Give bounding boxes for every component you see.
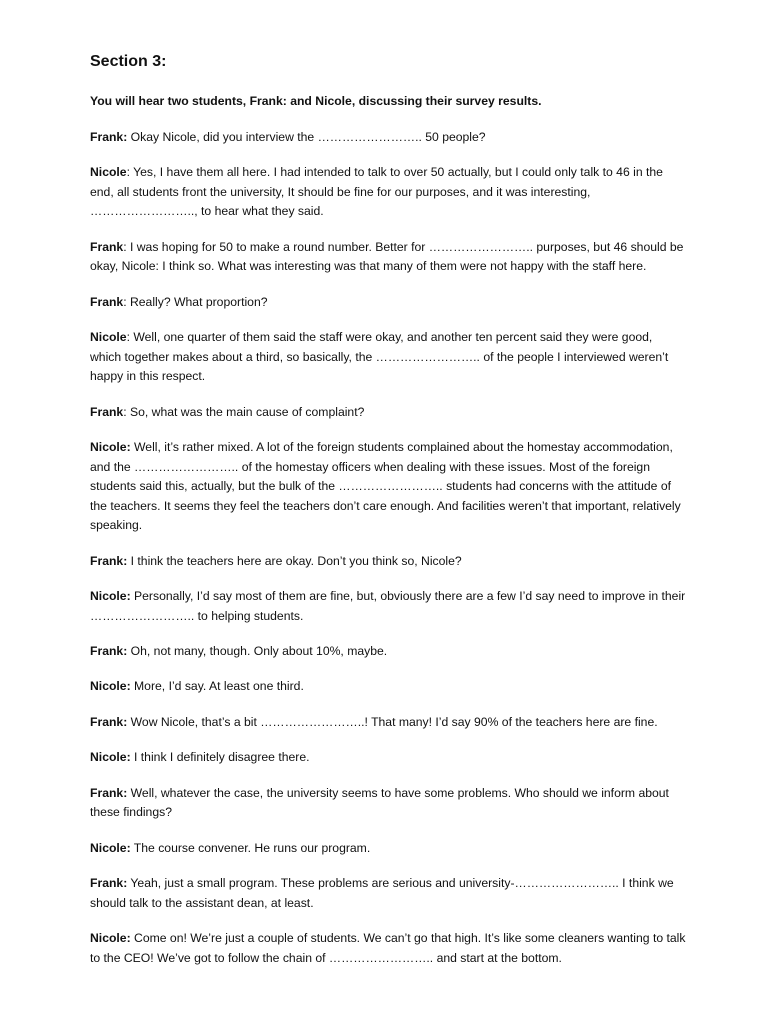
speaker-name: Frank xyxy=(90,239,124,254)
dialogue-turn xyxy=(90,238,686,277)
section-title: Section 3: xyxy=(90,53,167,70)
utterance-text: : I was hoping for 50 to make a round number. Better for …………………….. purposes, but 46 should be okay, Nicole: I think so. What was interesting was that many of them were not happy with the staff here. xyxy=(90,239,684,274)
dialogue-turn xyxy=(90,874,686,913)
dialogue-turn xyxy=(90,748,686,768)
dialogue-turn xyxy=(90,403,686,423)
speaker-name: Frank xyxy=(90,294,124,309)
dialogue-turn xyxy=(90,642,686,662)
utterance-text: Well, whatever the case, the university seems to have some problems. Who should we inform about these findings? xyxy=(90,785,669,820)
utterance-text: Come on! We’re just a couple of students. We can’t go that high. It’s like some cleaners wanting to talk to the CEO! We’ve got to follow the chain of …………………….. and start at the bottom. xyxy=(90,930,686,965)
speaker-name: Nicole: xyxy=(90,750,131,765)
utterance-text: Oh, not many, though. Only about 10%, maybe. xyxy=(127,644,388,659)
speaker-name: Nicole: xyxy=(90,930,131,945)
speaker-name: Nicole: xyxy=(90,840,131,855)
dialogue-turn xyxy=(90,438,686,536)
speaker-name: Frank: xyxy=(90,553,128,568)
dialogue-turn xyxy=(90,587,686,626)
speaker-name: Nicole xyxy=(90,164,127,179)
utterance-text: Okay Nicole, did you interview the …………………….. 50 people? xyxy=(127,129,486,144)
speaker-name: Frank: xyxy=(90,129,128,144)
utterance-text: I think I definitely disagree there. xyxy=(130,750,310,765)
dialogue-turn xyxy=(90,713,686,733)
dialogue-turn xyxy=(90,328,686,387)
utterance-text: Yeah, just a small program. These problems are serious and university-…………………….. I think we should talk to the assistant dean, at least. xyxy=(90,875,674,910)
speaker-name: Frank: xyxy=(90,875,128,890)
speaker-name: Frank: xyxy=(90,644,128,659)
utterance-text: : Yes, I have them all here. I had intended to talk to over 50 actually, but I could only talk to 46 in the end, all students front the university, It should be fine for our purposes, and it was interesting, …………………….., to hear what they said. xyxy=(90,164,663,219)
speaker-name: Nicole: xyxy=(90,589,131,604)
speaker-name: Nicole: xyxy=(90,679,131,694)
dialogue-turn xyxy=(90,293,686,313)
dialogue-turn xyxy=(90,929,686,968)
utterance-text: Personally, I’d say most of them are fine, but, obviously there are a few I’d say need to improve in their …………………….. to helping students. xyxy=(90,589,686,623)
utterance-text: Wow Nicole, that’s a bit ……………………..! That many! I’d say 90% of the teachers here are fine. xyxy=(127,714,658,729)
utterance-text: I think the teachers here are okay. Don’t you think so, Nicole? xyxy=(127,553,462,568)
dialogue-turn xyxy=(90,677,686,697)
speaker-name: Nicole xyxy=(90,329,127,344)
speaker-name: Frank xyxy=(90,404,124,419)
dialogue-transcript xyxy=(90,128,686,969)
dialogue-turn xyxy=(90,163,686,222)
speaker-name: Frank: xyxy=(90,714,128,729)
utterance-text: More, I’d say. At least one third. xyxy=(130,679,304,694)
dialogue-turn xyxy=(90,784,686,823)
utterance-text: : Well, one quarter of them said the staff were okay, and another ten percent said they were good, which together makes about a third, so basically, the …………………….. of the people I interviewed weren’t happy in this respect. xyxy=(90,329,669,384)
dialogue-turn xyxy=(90,839,686,859)
speaker-name: Frank: xyxy=(90,785,128,800)
utterance-text: The course convener. He runs our program. xyxy=(130,840,371,855)
utterance-text: Well, it’s rather mixed. A lot of the foreign students complained about the homestay accommodation, and the …………………….. of the homestay officers when dealing with these issues. Most of the foreign students said this, actually, but the bulk of the …………………….. students had concerns with the attitude of the teachers. It seems they feel the teachers don’t care enough. And facilities weren’t that important, relatively speaking. xyxy=(90,439,681,533)
utterance-text: : So, what was the main cause of complaint? xyxy=(123,404,365,419)
speaker-name: Nicole: xyxy=(90,439,131,454)
dialogue-turn xyxy=(90,552,686,572)
dialogue-turn xyxy=(90,128,686,148)
utterance-text: : Really? What proportion? xyxy=(123,294,268,309)
intro-instruction: You will hear two students, Frank: and Nicole, discussing their survey results. xyxy=(90,94,542,108)
